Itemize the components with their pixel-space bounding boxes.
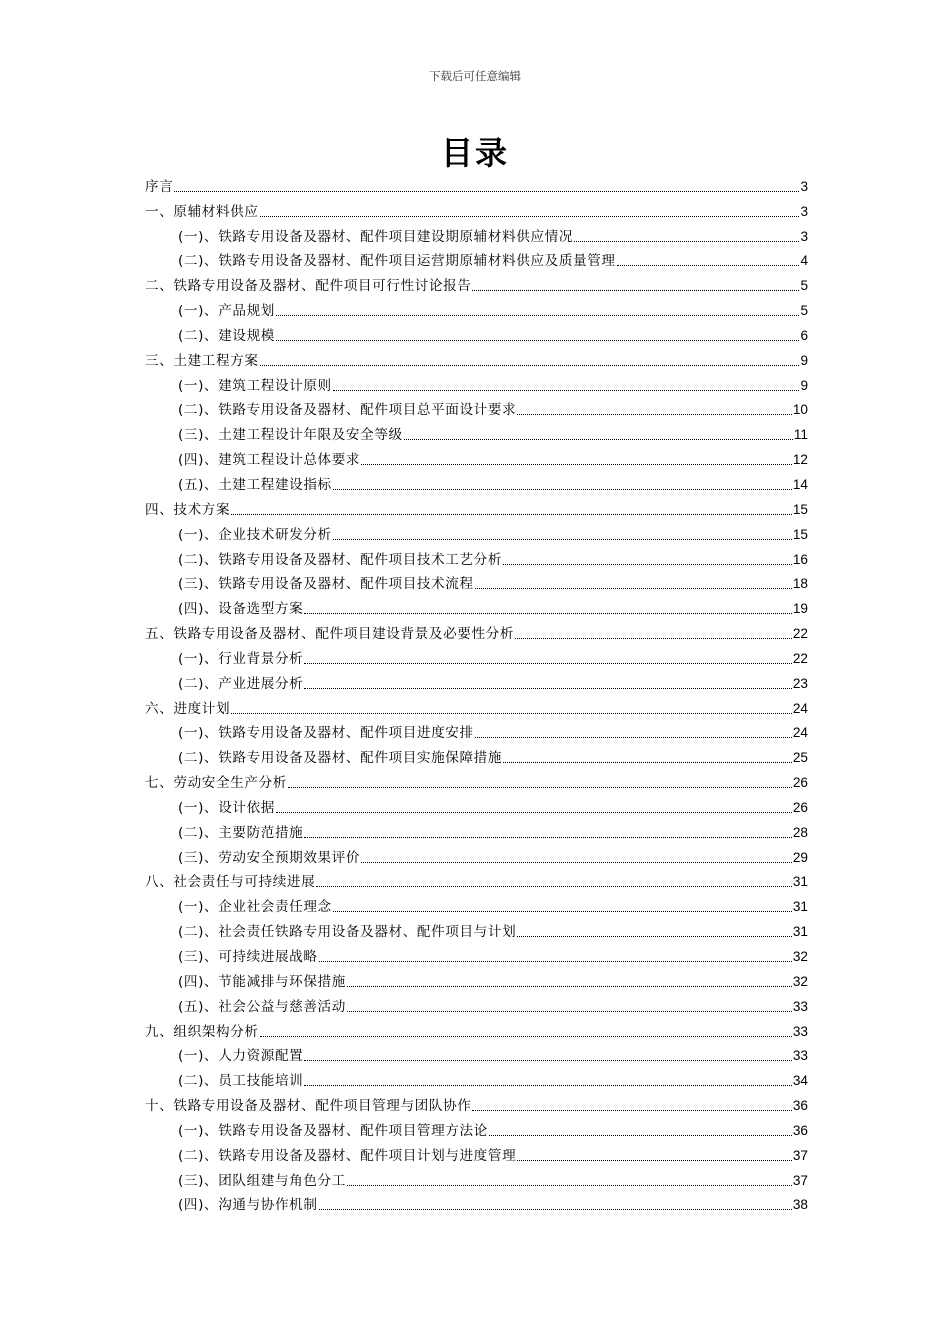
toc-section-link[interactable] <box>145 323 808 348</box>
dot-leader <box>304 688 792 689</box>
toc-page-number: 11 <box>793 427 808 443</box>
toc-section-link[interactable] <box>145 224 808 249</box>
toc-section-link[interactable] <box>145 522 808 547</box>
toc-page-number: 34 <box>792 1073 808 1089</box>
toc-section-link[interactable] <box>145 820 808 845</box>
toc-page-number: 24 <box>792 700 808 716</box>
toc-section-link[interactable] <box>145 969 808 994</box>
toc-entry-title: (二)、铁路专用设备及器材、配件项目计划与进度管理 <box>178 1147 517 1164</box>
toc-page-number: 22 <box>792 650 808 666</box>
dot-leader <box>472 1110 791 1111</box>
toc-entry-title: 三、土建工程方案 <box>145 352 259 369</box>
toc-entry-title: (一)、企业社会责任理念 <box>178 899 332 916</box>
dot-leader <box>276 315 799 316</box>
toc-section-link[interactable] <box>145 298 808 323</box>
dot-leader <box>304 837 792 838</box>
toc-section-link[interactable] <box>145 795 808 820</box>
toc-page-number: 19 <box>792 601 808 617</box>
toc-page-number: 37 <box>792 1147 808 1163</box>
dot-leader <box>276 340 799 341</box>
dot-leader <box>288 787 792 788</box>
toc-entry-title: (三)、劳动安全预期效果评价 <box>178 849 361 866</box>
toc-entry-title: 八、社会责任与可持续进展 <box>145 874 316 891</box>
toc-entry-title: (四)、沟通与协作机制 <box>178 1197 318 1214</box>
toc-entry-title: (一)、企业技术研发分析 <box>178 526 332 543</box>
toc-entry-title: (四)、设备选型方案 <box>178 601 304 618</box>
toc-page-number: 18 <box>792 576 808 592</box>
toc-page-number: 10 <box>792 402 808 418</box>
toc-section-link[interactable] <box>145 1193 808 1218</box>
toc-entry-title: (二)、产业进展分析 <box>178 675 304 692</box>
toc-section-link[interactable] <box>145 944 808 969</box>
dot-leader <box>517 936 792 937</box>
toc-page-number: 4 <box>800 253 808 269</box>
toc-section-link[interactable] <box>145 671 808 696</box>
dot-leader <box>304 663 792 664</box>
toc-entry-title: (三)、团队组建与角色分工 <box>178 1172 346 1189</box>
dot-leader <box>503 564 792 565</box>
dot-leader <box>304 613 792 614</box>
toc-entry-title: (一)、铁路专用设备及器材、配件项目建设期原辅材料供应情况 <box>178 228 574 245</box>
toc-section-link[interactable] <box>145 373 808 398</box>
toc-page-number: 16 <box>792 551 808 567</box>
dot-leader <box>475 588 792 589</box>
dot-leader <box>517 1160 792 1161</box>
toc-entry-title: (二)、铁路专用设备及器材、配件项目运营期原辅材料供应及质量管理 <box>178 253 616 270</box>
dot-leader <box>260 365 800 366</box>
toc-entry-title: 十、铁路专用设备及器材、配件项目管理与团队协作 <box>145 1098 472 1115</box>
dot-leader <box>260 1036 792 1037</box>
dot-leader <box>316 886 792 887</box>
dot-leader <box>361 464 792 465</box>
toc-entry-title: (一)、产品规划 <box>178 303 275 320</box>
toc-section-link[interactable] <box>145 1068 808 1093</box>
toc-page-number: 15 <box>792 501 808 517</box>
toc-page-number: 31 <box>792 899 808 915</box>
toc-entry-title: (四)、节能减排与环保措施 <box>178 973 346 990</box>
toc-page-number: 28 <box>792 824 808 840</box>
dot-leader <box>319 961 792 962</box>
dot-leader <box>276 812 792 813</box>
toc-chapter-link[interactable] <box>145 770 808 795</box>
toc-entry-title: (一)、建筑工程设计原则 <box>178 377 332 394</box>
toc-entry-title: (二)、铁路专用设备及器材、配件项目实施保障措施 <box>178 750 503 767</box>
toc-page-number: 36 <box>792 1122 808 1138</box>
toc-section-link[interactable] <box>145 1118 808 1143</box>
toc-section-link[interactable] <box>145 398 808 423</box>
dot-leader <box>404 439 793 440</box>
toc-page-number: 29 <box>792 849 808 865</box>
dot-leader <box>472 290 799 291</box>
toc-entry-title: (三)、可持续进展战略 <box>178 949 318 965</box>
toc-section-link[interactable] <box>145 845 808 870</box>
toc-page-number: 33 <box>792 1023 808 1039</box>
toc-section-link[interactable] <box>145 447 808 472</box>
toc-page-number: 32 <box>792 949 808 964</box>
toc-entry-title: 六、进度计划 <box>145 700 231 717</box>
toc-page-number: 14 <box>792 476 808 492</box>
toc-page-number: 26 <box>792 799 808 815</box>
toc-page-number: 22 <box>792 626 808 642</box>
toc-section-link[interactable] <box>145 472 808 497</box>
dot-leader <box>333 390 800 391</box>
dot-leader <box>347 1011 792 1012</box>
toc-entry-title: (一)、行业背景分析 <box>178 650 304 667</box>
dot-leader <box>260 216 800 217</box>
toc-page-number: 31 <box>792 924 808 940</box>
toc-entry-title: 五、铁路专用设备及器材、配件项目建设背景及必要性分析 <box>145 626 515 643</box>
toc-page-number: 5 <box>800 303 808 319</box>
toc-entry-title: (一)、铁路专用设备及器材、配件项目进度安排 <box>178 725 474 742</box>
dot-leader <box>361 862 792 863</box>
dot-leader <box>347 1185 792 1186</box>
toc-page-number: 37 <box>792 1172 808 1188</box>
toc-section-link[interactable] <box>145 894 808 919</box>
dot-leader <box>333 539 792 540</box>
toc-entry-title: 二、铁路专用设备及器材、配件项目可行性讨论报告 <box>145 278 472 295</box>
toc-chapter-link[interactable] <box>145 199 808 224</box>
toc-section-link[interactable] <box>145 994 808 1019</box>
toc-entry-title: (二)、铁路专用设备及器材、配件项目技术工艺分析 <box>178 551 503 568</box>
toc-section-link[interactable] <box>145 572 808 597</box>
toc-entry-title: 九、组织架构分析 <box>145 1023 259 1040</box>
toc-section-link[interactable] <box>145 745 808 770</box>
table-of-contents <box>145 174 808 1217</box>
toc-entry-title: (三)、铁路专用设备及器材、配件项目技术流程 <box>178 576 474 593</box>
dot-leader <box>304 1085 792 1086</box>
dot-leader <box>503 762 792 763</box>
toc-section-link[interactable] <box>145 1168 808 1193</box>
toc-page-number: 3 <box>800 178 808 194</box>
toc-page-number: 3 <box>800 203 808 219</box>
toc-entry-title: 四、技术方案 <box>145 501 231 518</box>
dot-leader <box>319 1209 792 1210</box>
toc-entry-title: (二)、社会责任铁路专用设备及器材、配件项目与计划 <box>178 924 517 941</box>
toc-page-number: 24 <box>792 725 808 741</box>
toc-page-number: 38 <box>792 1197 808 1213</box>
toc-page-number: 31 <box>792 874 808 890</box>
toc-entry-title: (五)、社会公益与慈善活动 <box>178 998 346 1015</box>
toc-page-number: 15 <box>792 526 808 542</box>
dot-leader <box>347 986 792 987</box>
toc-entry-title: (三)、土建工程设计年限及安全等级 <box>178 427 403 444</box>
toc-chapter-link[interactable] <box>145 348 808 373</box>
toc-chapter-link[interactable] <box>145 696 808 721</box>
toc-entry-title: 一、原辅材料供应 <box>145 203 259 220</box>
toc-entry-title: (一)、人力资源配置 <box>178 1048 304 1065</box>
toc-section-link[interactable] <box>145 422 808 447</box>
toc-entry-title: (二)、铁路专用设备及器材、配件项目总平面设计要求 <box>178 402 517 419</box>
dot-leader <box>304 1060 792 1061</box>
toc-chapter-link[interactable] <box>145 1019 808 1044</box>
toc-page-number: 32 <box>792 973 808 989</box>
toc-page-number: 36 <box>792 1098 808 1114</box>
toc-section-link[interactable] <box>145 249 808 274</box>
toc-page-number: 33 <box>792 998 808 1014</box>
dot-leader <box>515 638 792 639</box>
toc-section-link[interactable] <box>145 547 808 572</box>
toc-page-number: 9 <box>800 377 808 393</box>
page-title: 目录 <box>440 134 509 172</box>
dot-leader <box>333 911 792 912</box>
dot-leader <box>517 414 792 415</box>
toc-page-number: 5 <box>800 278 808 294</box>
dot-leader <box>617 265 800 266</box>
toc-page-number: 9 <box>800 352 808 368</box>
toc-section-link[interactable] <box>145 919 808 944</box>
toc-entry-title: (二)、主要防范措施 <box>178 824 304 841</box>
toc-chapter-link[interactable] <box>145 174 808 199</box>
dot-leader <box>333 489 792 490</box>
dot-leader <box>475 737 792 738</box>
dot-leader <box>574 241 799 242</box>
toc-section-link[interactable] <box>145 596 808 621</box>
toc-entry-title: (一)、铁路专用设备及器材、配件项目管理方法论 <box>178 1122 488 1139</box>
toc-entry-title: 七、劳动安全生产分析 <box>145 775 287 792</box>
toc-section-link[interactable] <box>145 1143 808 1168</box>
toc-chapter-link[interactable] <box>145 870 808 895</box>
page-header-note: 下载后可任意编辑 <box>429 69 521 83</box>
toc-entry-title: 序言 <box>145 178 174 195</box>
toc-section-link[interactable] <box>145 1044 808 1069</box>
toc-entry-title: (五)、土建工程建设指标 <box>178 476 332 493</box>
toc-section-link[interactable] <box>145 721 808 746</box>
toc-page-number: 25 <box>792 750 808 766</box>
toc-chapter-link[interactable] <box>145 621 808 646</box>
toc-page-number: 33 <box>792 1048 808 1064</box>
toc-chapter-link[interactable] <box>145 497 808 522</box>
toc-chapter-link[interactable] <box>145 273 808 298</box>
dot-leader <box>231 713 792 714</box>
toc-entry-title: (二)、员工技能培训 <box>178 1073 304 1090</box>
toc-page-number: 3 <box>800 228 808 244</box>
toc-entry-title: (二)、建设规模 <box>178 327 275 344</box>
toc-chapter-link[interactable] <box>145 1093 808 1118</box>
toc-page-number: 6 <box>800 327 808 343</box>
toc-page-number: 26 <box>792 775 808 791</box>
dot-leader <box>231 514 792 515</box>
toc-entry-title: (一)、设计依据 <box>178 799 275 816</box>
toc-entry-title: (四)、建筑工程设计总体要求 <box>178 452 361 469</box>
toc-page-number: 23 <box>792 675 808 691</box>
toc-page-number: 12 <box>792 452 808 468</box>
dot-leader <box>489 1135 792 1136</box>
toc-section-link[interactable] <box>145 646 808 671</box>
dot-leader <box>174 191 799 192</box>
